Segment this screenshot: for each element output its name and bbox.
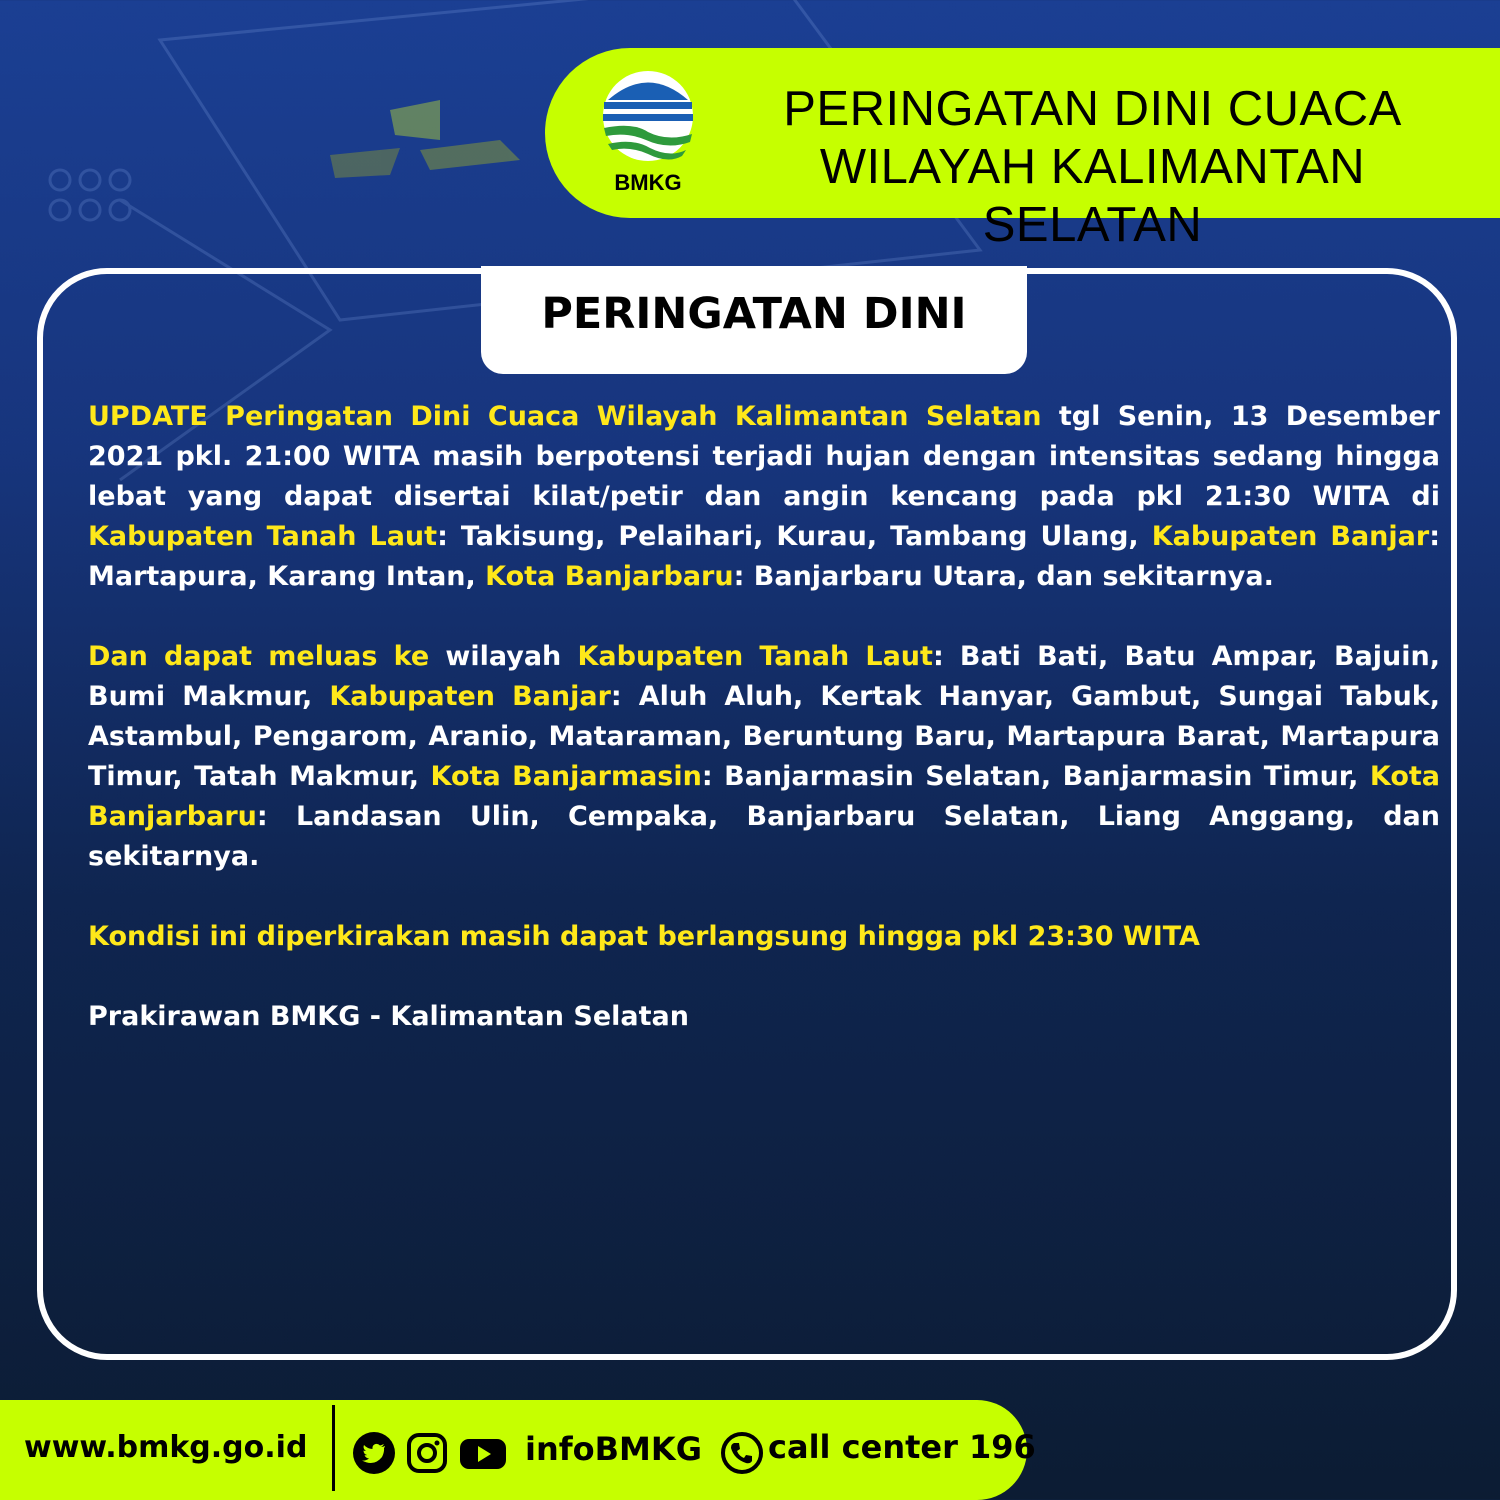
region-kab-tanah-laut: Kabupaten Tanah Laut [577, 641, 933, 672]
warning-content [88, 397, 1440, 1077]
expansion-text: : Landasan Ulin, Cempaka, Banjarbaru Selatan, Liang Anggang, dan sekitarnya. [88, 801, 1440, 872]
paragraph-duration: Kondisi ini diperkirakan masih dapat berlangsung hingga pkl 23:30 WITA [88, 921, 1200, 952]
paragraph-expansion [88, 637, 1440, 877]
twitter-icon[interactable] [352, 1431, 396, 1475]
region-kab-banjar: Kabupaten Banjar [1151, 521, 1430, 552]
region-kab-tanah-laut: Kabupaten Tanah Laut [88, 521, 438, 552]
website-link[interactable]: www.bmkg.go.id [24, 1430, 308, 1465]
signature: Prakirawan BMKG - Kalimantan Selatan [88, 1001, 689, 1032]
region-kota-banjarbaru: Kota Banjarbaru [88, 761, 1440, 832]
expansion-text: : Banjarmasin Selatan, Banjarmasin Timur, [701, 761, 1370, 792]
paragraph-update [88, 397, 1440, 597]
youtube-icon[interactable] [458, 1431, 508, 1475]
region-kota-banjarbaru: Kota Banjarbaru [485, 561, 734, 592]
update-text: : Martapura, Karang Intan, [88, 521, 1441, 592]
tab-title: PERINGATAN DINI [541, 289, 967, 339]
header-title-line2: WILAYAH KALIMANTAN SELATAN [819, 140, 1366, 252]
warning-tab [481, 266, 1027, 374]
header-title [730, 80, 1455, 254]
update-text: : Banjarbaru Utara, dan sekitarnya. [733, 561, 1274, 592]
call-center-text[interactable]: call center 196 [768, 1428, 1036, 1466]
expansion-lead: Dan dapat meluas ke [88, 641, 430, 672]
footer-divider [332, 1405, 335, 1491]
phone-icon [720, 1431, 764, 1475]
region-kota-banjarmasin: Kota Banjarmasin [430, 761, 702, 792]
expansion-text: : Aluh Aluh, Kertak Hanyar, Gambut, Sungai Tabuk, Astambul, Pengarom, Aranio, Mataraman, Beruntung Baru, Martapura Barat, Martapura Timur, Tatah Makmur, [88, 681, 1441, 792]
update-text: tgl Senin, 13 Desember 2021 pkl. 21:00 WITA masih berpotensi terjadi hujan dengan intensitas sedang hingga lebat yang dapat disertai kilat/petir dan angin kencang pada pkl 21:30 WITA di [88, 401, 1440, 512]
update-lead: UPDATE Peringatan Dini Cuaca Wilayah Kalimantan Selatan [88, 401, 1042, 432]
region-kab-banjar: Kabupaten Banjar [329, 681, 611, 712]
expansion-text: : Bati Bati, Batu Ampar, Bajuin, Bumi Makmur, [88, 641, 1441, 712]
logo-text: BMKG [614, 170, 682, 195]
expansion-text: wilayah [429, 641, 578, 672]
bmkg-logo [598, 70, 698, 195]
social-handle[interactable]: infoBMKG [525, 1430, 702, 1468]
update-text: : Takisung, Pelaihari, Kurau, Tambang Ulang, [437, 521, 1152, 552]
header-title-line1: PERINGATAN DINI CUACA [783, 82, 1402, 136]
instagram-icon[interactable] [405, 1431, 449, 1475]
